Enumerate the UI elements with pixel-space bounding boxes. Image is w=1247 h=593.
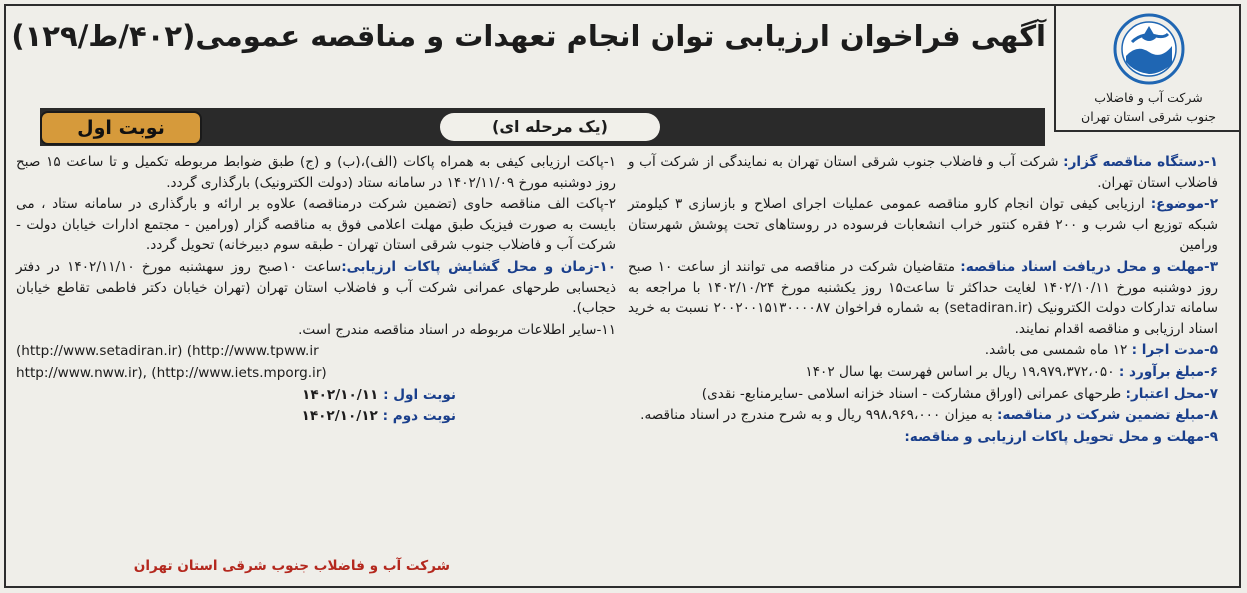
clause-5: [628, 340, 1218, 361]
url-list-line1[interactable]: (http://www.setadiran.ir) (http://www.tpww.ir: [16, 343, 319, 360]
clause-text: ۱۹،۹۷۹،۳۷۲،۰۵۰ ریال بر اساس فهرست بها سال ۱۴۰۲: [805, 363, 1115, 380]
left-column: [16, 152, 616, 428]
subtitle-label: (یک مرحله ای): [440, 113, 660, 141]
publication-date-2: [16, 406, 616, 427]
clause-heading: ۷-محل اعتبار:: [1125, 385, 1218, 402]
date-value: ۱۴۰۲/۱۰/۱۲: [301, 408, 378, 425]
clause-7: [628, 384, 1218, 405]
clause-text: ۱۲ ماه شمسی می باشد.: [984, 342, 1128, 359]
clause-text: به میزان ۹۹۸،۹۶۹،۰۰۰ ریال و به شرح مندرج در اسناد مناقصه.: [640, 407, 993, 424]
clause-heading: ۵-مدت اجرا :: [1131, 342, 1218, 359]
right-column: [628, 152, 1218, 448]
date-value: ۱۴۰۲/۱۰/۱۱: [302, 386, 379, 403]
clause-text: طرحهای عمرانی (اوراق مشارکت - اسناد خزانه اسلامی -سایرمنابع- نقدی): [701, 385, 1122, 402]
clause-text: ساعت ۱۰صبح روز سهشنبه مورخ ۱۴۰۲/۱۱/۱۰ در دفتر ذیحسابی طرحهای عمرانی شرکت آب و فاضلاب استان تهران (تهران خیابان دکتر فاطمی تقاطع خیابان حجاب).: [16, 258, 616, 317]
clause-heading: ۶-مبلغ برآورد :: [1118, 363, 1218, 380]
clause-text: متقاضیان شرکت در مناقصه می توانند از ساعت ۱۰ صبح روز دوشنبه مورخ ۱۴۰۲/۱۰/۱۱ لغایت حداکثر تا ساعت۱۵ روز یکشنبه مورخ ۱۴۰۲/۱۰/۲۴ با مراجعه به سامانه تدارکات دولت الکترونیک (setadiran.ir) به شماره فراخوان ۲۰۰۲۰۰۱۵۱۳۰۰۰۰۸۷ نسبت به خرید اسناد ارزیابی و مناقصه اقدام نمایند.: [628, 258, 1218, 337]
clause-text: ارزیابی کیفی توان انجام کارو مناقصه عمومی عملیات اجرای اصلاح و بازسازی ۳ کیلومتر شبکه توزیع اب شرب و ۲۰۰ فقره کنتور خراب انشعابات فرسوده در روستاهای تحت پوشش شهرستان ورامین: [628, 196, 1219, 254]
water-company-logo-icon: [1112, 12, 1186, 86]
clause-2: [628, 194, 1218, 256]
clause-11: ۱۱-سایر اطلاعات مربوطه در اسناد مناقصه مندرج است.: [298, 321, 616, 338]
clause-heading: ۳-مهلت و محل دریافت اسناد مناقصه:: [960, 258, 1218, 275]
company-name-line2: جنوب شرقی استان تهران: [1081, 109, 1216, 124]
signature: شرکت آب و فاضلاب جنوب شرقی استان تهران: [133, 558, 450, 574]
publication-round-tag: نوبت اول: [40, 111, 202, 145]
clause-3: [628, 257, 1218, 339]
clause-heading: ۱-دستگاه مناقصه گزار:: [1063, 154, 1218, 170]
publication-date-1: [16, 385, 616, 406]
date-label: نوبت اول :: [383, 386, 456, 403]
sub-clause-2: ۲-پاکت الف مناقصه حاوی (تضمین شرکت درمناقصه) علاوه بر ارائه و بارگذاری در سامانه ستاد ، می بایست به صورت فیزیک طبق مهلت اعلامی فوق به مناقصه گزار (ورامین - مجتمع ادارات خیابان دولت - شرکت آب و فاضلاب جنوب شرقی استان تهران - طبقه سوم دبیرخانه) تحویل گردد.: [16, 196, 616, 254]
company-name: [1081, 88, 1216, 126]
clause-6: [628, 362, 1218, 383]
clause-1: [628, 152, 1218, 193]
clause-9: [628, 427, 1218, 448]
clause-heading: ۲-موضوع:: [1150, 196, 1218, 213]
clause-10: [16, 257, 616, 319]
notice-title: آگهی فراخوان ارزیابی توان انجام تعهدات و مناقصه عمومی(۴۰۲/ط/۱۲۹): [11, 19, 1046, 53]
date-label: نوبت دوم :: [382, 408, 456, 425]
clause-heading: ۹-مهلت و محل تحویل پاکات ارزیابی و مناقصه:: [904, 428, 1218, 445]
sub-clause-1: ۱-پاکت ارزیابی کیفی به همراه پاکات (الف)،(ب) و (ج) طبق ضوابط مربوطه تکمیل و تا ساعت ۱۵ صبح روز دوشنبه مورخ ۱۴۰۲/۱۱/۰۹ در سامانه ستاد (دولت الکترونیک) بارگذاری گردد.: [16, 154, 616, 191]
clause-heading: ۸-مبلغ تضمین شرکت در مناقصه:: [996, 407, 1218, 424]
clause-text: شرکت آب و فاضلاب جنوب شرقی استان تهران به نمایندگی از شرکت آب و فاضلاب استان تهران.: [628, 154, 1218, 191]
clause-8: [628, 405, 1218, 426]
clause-heading: ۱۰-زمان و محل گشایش پاکات ارزیابی:: [341, 258, 616, 275]
company-name-line1: شرکت آب و فاضلاب: [1094, 90, 1203, 105]
logo-box: [1054, 4, 1241, 132]
url-list-line2[interactable]: http://www.nww.ir), (http://www.iets.mporg.ir): [16, 364, 327, 381]
